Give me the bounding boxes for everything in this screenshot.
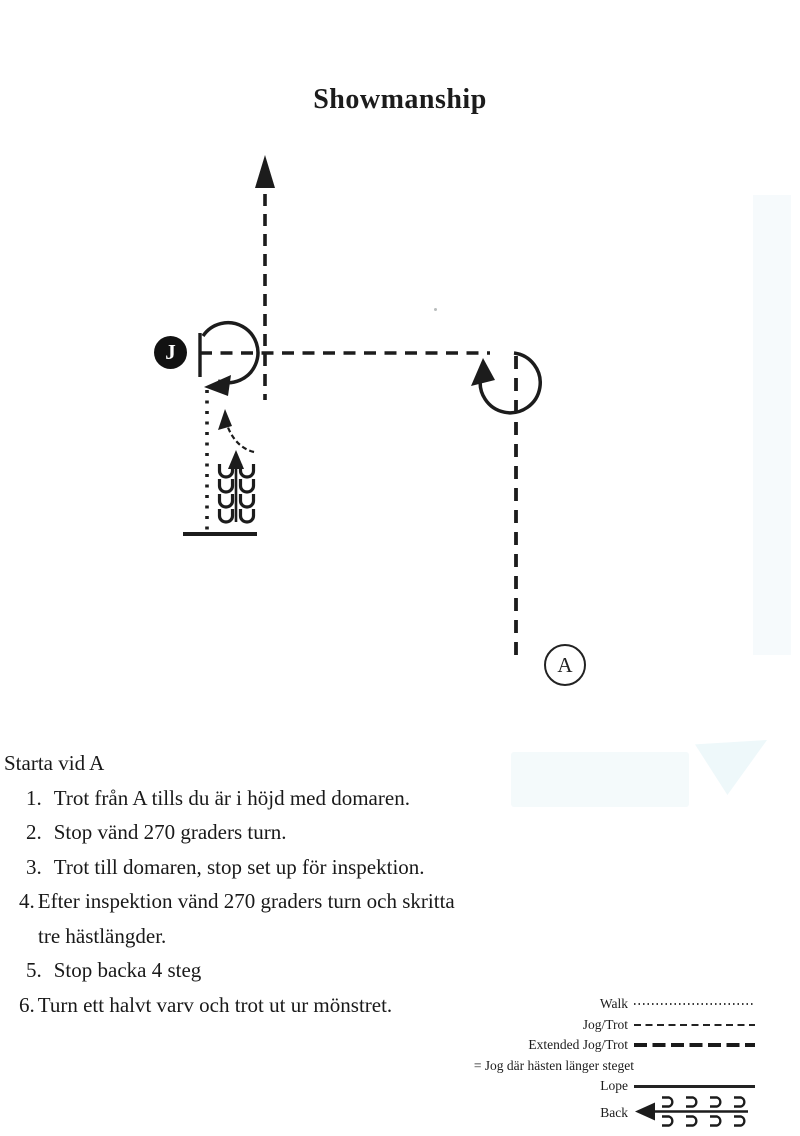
turn-270-right-arrowhead-icon <box>471 358 495 386</box>
jog-trot-line-sample-icon <box>634 1024 755 1026</box>
instruction-item-5 <box>0 953 600 988</box>
legend-row-lope <box>448 1076 764 1097</box>
instructions-intro: Starta vid A <box>4 751 105 775</box>
item-number: 6. <box>19 992 35 1017</box>
start-marker <box>544 644 586 686</box>
item-text: Trot från A tills du är i höjd med domaren. <box>53 785 410 810</box>
instruction-item-4-continuation: tre hästlängder. <box>38 923 167 948</box>
turn-270-right-icon <box>480 353 540 413</box>
legend-row-back <box>448 1097 764 1130</box>
instruction-item-2 <box>0 815 600 850</box>
legend-label: Back <box>600 1105 628 1120</box>
item-number: 5. <box>26 958 42 982</box>
lope-line-sample-icon <box>634 1085 755 1088</box>
legend-label: Walk <box>599 996 628 1012</box>
page-title: Showmanship <box>313 84 487 115</box>
item-number: 4. <box>19 889 35 913</box>
item-number: 3. <box>26 854 42 879</box>
legend-row-walk <box>448 994 764 1015</box>
instructions-block <box>0 746 600 1022</box>
item-text: Stop vänd 270 graders turn. <box>53 820 287 844</box>
item-text: Efter inspektion vänd 270 graders turn och skritta <box>37 889 455 913</box>
instruction-item-3 <box>0 850 600 885</box>
legend-label: Lope <box>600 1078 628 1094</box>
item-text: Stop backa 4 steg <box>53 958 202 982</box>
legend-note-text: = Jog där hästen länger steget <box>473 1057 634 1073</box>
item-number: 2. <box>26 820 42 844</box>
item-number: 1. <box>26 785 42 810</box>
gait-legend <box>448 994 764 1130</box>
back-hoofprints-arrow-icon <box>634 1095 755 1128</box>
item-text: Turn ett halvt varv och trot ut ur mönstret. <box>37 992 393 1017</box>
legend-label: Jog/Trot <box>582 1016 628 1032</box>
judge-label: J <box>165 340 176 364</box>
item-text: Trot till domaren, stop set up för inspektion. <box>53 854 425 879</box>
walk-line-sample-icon <box>634 1003 755 1005</box>
instruction-item-4 <box>0 884 600 919</box>
judge-marker <box>154 336 187 369</box>
legend-row-extended-jog-trot <box>448 1035 764 1056</box>
exit-arrowhead-icon <box>255 155 275 188</box>
half-turn-arrowhead-icon <box>218 409 232 430</box>
scan-artifact-triangle <box>695 740 767 795</box>
extended-jog-trot-line-sample-icon <box>634 1043 755 1047</box>
instruction-item-1 <box>0 781 600 816</box>
legend-label: Extended Jog/Trot <box>528 1037 628 1053</box>
back-symbol-sample <box>634 1095 755 1132</box>
start-label: A <box>557 652 573 677</box>
legend-row-jog-trot <box>448 1015 764 1036</box>
legend-note <box>448 1056 764 1077</box>
